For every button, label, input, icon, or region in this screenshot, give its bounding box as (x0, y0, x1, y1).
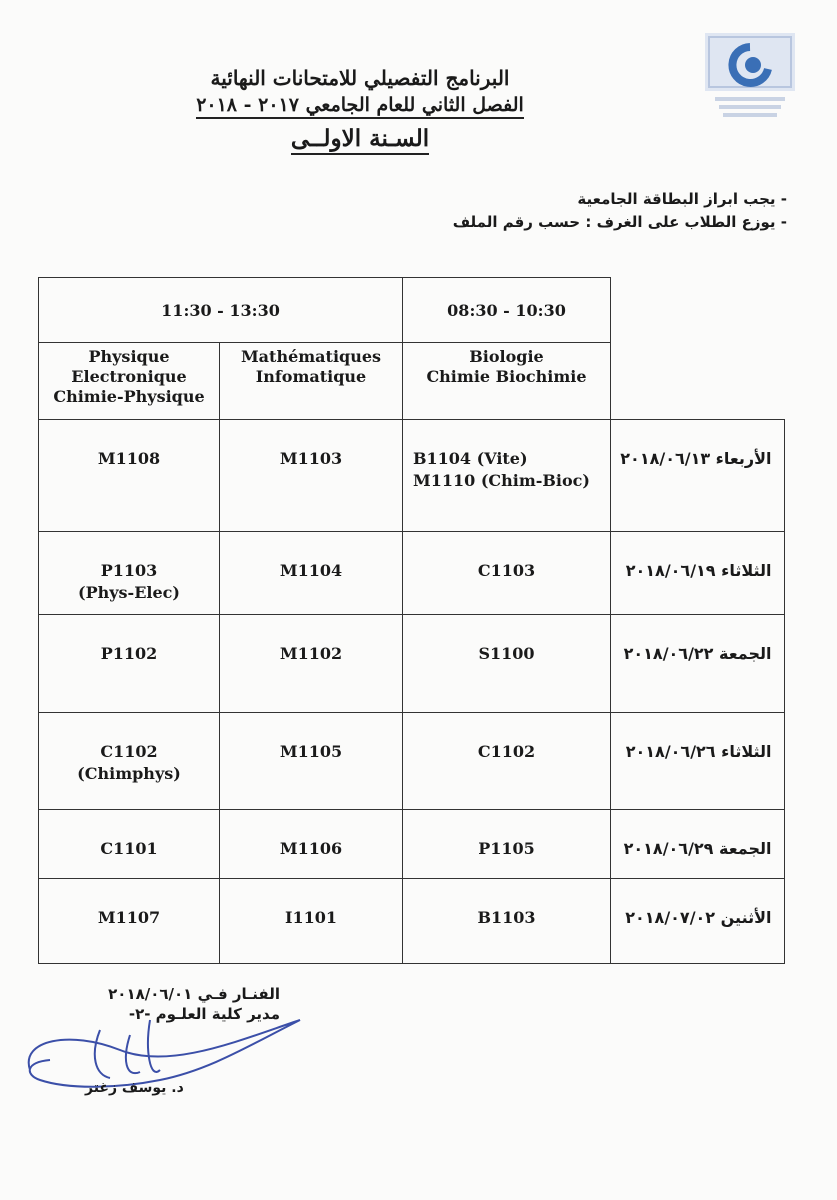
exam-cell: M1107 (39, 879, 220, 964)
exam-cell: B1104 (Vite) M1110 (Chim-Bioc) (403, 420, 611, 532)
exam-cell: C1102 (403, 713, 611, 810)
table-row (39, 615, 785, 713)
exam-cell: M1106 (220, 810, 403, 879)
exam-date: الجمعة ٢٠١٨/٠٦/٢٩ (611, 810, 785, 879)
signer-name: د. يوسف زغتر (85, 1080, 184, 1096)
exam-cell: M1108 (39, 420, 220, 532)
slot-afternoon: 11:30 - 13:30 (39, 278, 403, 343)
time-slot-row (39, 278, 785, 343)
place-date: الفنـار فـي ٢٠١٨/٠٦/٠١ (108, 985, 280, 1003)
exam-cell: C1103 (403, 532, 611, 615)
exam-cell: P1102 (39, 615, 220, 713)
table-row (39, 420, 785, 532)
title-line-1: البرنامج التفصيلي للامتحانات النهائية (210, 66, 510, 90)
header-blank-cell (611, 278, 785, 420)
signer-title: مدير كلية العلـوم -٢- (128, 1005, 280, 1023)
exam-cell: P1103 (Phys-Elec) (39, 532, 220, 615)
title-line-2: الفصل الثاني للعام الجامعي ٢٠١٧ - ٢٠١٨ (196, 94, 524, 119)
table-row (39, 532, 785, 615)
specialty-math: Mathématiques Infomatique (220, 343, 403, 420)
exam-date: الأربعاء ٢٠١٨/٠٦/١٣ (611, 420, 785, 532)
title-line-3: السـنة الاولــى (291, 125, 429, 155)
exam-date: الجمعة ٢٠١٨/٠٦/٢٢ (611, 615, 785, 713)
note-room-allocation: - يوزع الطلاب على الغرف : حسب رقم الملف (452, 213, 787, 231)
slot-morning: 08:30 - 10:30 (403, 278, 611, 343)
exam-cell: B1103 (403, 879, 611, 964)
table-row (39, 810, 785, 879)
specialty-biology: Biologie Chimie Biochimie (403, 343, 611, 420)
exam-schedule-table (38, 277, 785, 964)
exam-date: الأثنين ٢٠١٨/٠٧/٠٢ (611, 879, 785, 964)
exam-cell: C1101 (39, 810, 220, 879)
exam-cell: M1102 (220, 615, 403, 713)
exam-cell: M1104 (220, 532, 403, 615)
exam-date: الثلاثاء ٢٠١٨/٠٦/١٩ (611, 532, 785, 615)
exam-cell: I1101 (220, 879, 403, 964)
exam-cell: M1103 (220, 420, 403, 532)
table-row (39, 879, 785, 964)
table-row (39, 713, 785, 810)
exam-cell: P1105 (403, 810, 611, 879)
exam-cell: S1100 (403, 615, 611, 713)
university-logo-icon (695, 25, 805, 135)
exam-cell: M1105 (220, 713, 403, 810)
signature-block (40, 985, 280, 1025)
exam-cell: C1102 (Chimphys) (39, 713, 220, 810)
specialty-physics: Physique Electronique Chimie-Physique (39, 343, 220, 420)
exam-schedule-title (120, 66, 600, 155)
note-id-card: - يجب ابراز البطاقة الجامعية (577, 190, 787, 208)
exam-date: الثلاثاء ٢٠١٨/٠٦/٢٦ (611, 713, 785, 810)
instructions (187, 190, 787, 236)
